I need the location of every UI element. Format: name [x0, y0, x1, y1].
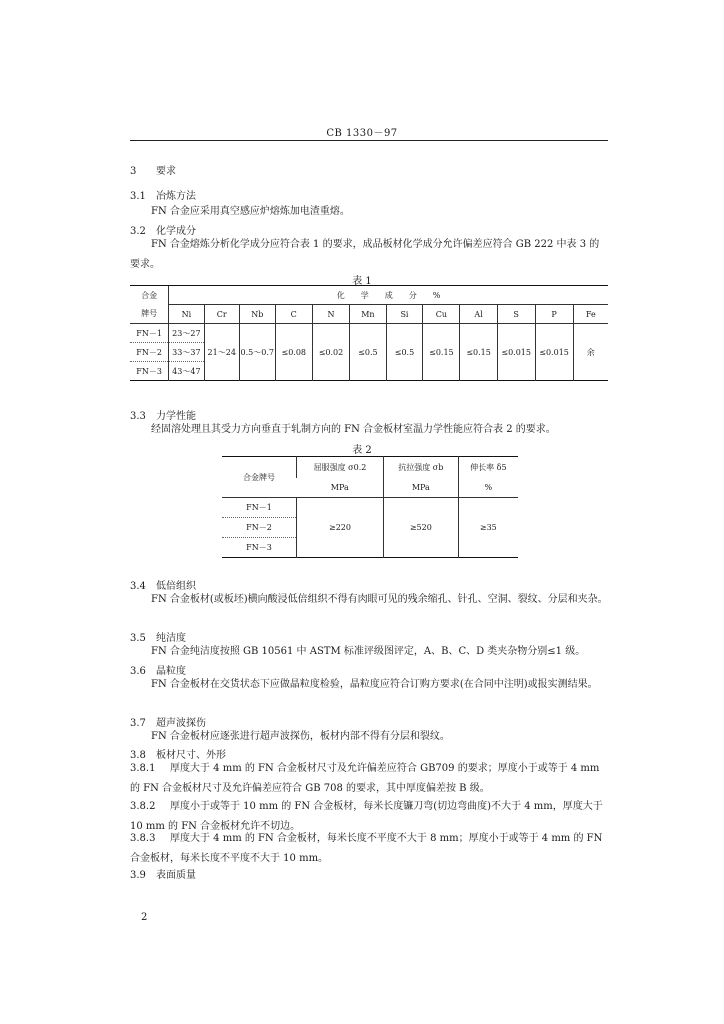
t2-tensile-unit: MPa: [383, 478, 458, 497]
section-title: 要求: [156, 166, 176, 177]
section-title: 板材尺寸、外形: [156, 750, 226, 761]
t1-ni-fn3: 43～47: [169, 362, 204, 381]
t1-p: ≤0.015: [535, 324, 573, 381]
t2-grade-fn1: FN－1: [246, 503, 272, 512]
table1-caption: 表 1: [352, 276, 372, 287]
section-number: 3.8.1: [130, 763, 156, 774]
t2-elong-unit: %: [458, 478, 518, 497]
section-title: 超声波探伤: [156, 718, 206, 729]
table2-caption: 表 2: [352, 445, 372, 456]
t2-grade-fn2: FN－2: [246, 523, 272, 532]
section-number: 3.6: [130, 666, 146, 677]
section-3-6-text: FN 合金板材在交货状态下应做晶粒度检验，晶粒度应符合订购方要求(在合同中注明)或报实测结果。: [151, 679, 598, 690]
t1-col-cr: Cr: [204, 305, 239, 324]
t1-si: ≤0.5: [386, 324, 423, 381]
section-number: 3: [130, 166, 137, 177]
section-number: 3.1: [130, 191, 146, 202]
t1-col-nb: Nb: [239, 305, 275, 324]
section-3-5-text: FN 合金纯洁度按照 GB 10561 中 ASTM 标准评级图评定，A、B、C、D 类夹杂物分别≤1 级。: [151, 646, 586, 657]
t1-col-n: N: [312, 305, 349, 324]
t1-grade-fn3: FN－3: [136, 366, 162, 376]
t1-s: ≤0.015: [497, 324, 535, 381]
page-header: CB 1330－97: [326, 128, 398, 139]
section-title: 冶炼方法: [156, 191, 196, 202]
t2-elong-header: 伸长率 δ5: [458, 457, 518, 479]
section-text: 厚度大于 4 mm 的 FN 合金板材，每米长度不平度不大于 8 mm；厚度小于或等于 4 mm 的 FN 合金板材，每米长度不平度不大于 10 mm。: [130, 833, 603, 864]
section-number: 3.9: [130, 870, 146, 881]
t1-nb: 0.5～0.7: [239, 324, 275, 381]
section-3-9: [130, 866, 196, 881]
section-number: 3.5: [130, 633, 146, 644]
table2: [222, 456, 518, 558]
section-3: [130, 162, 176, 177]
section-title: 表面质量: [156, 870, 196, 881]
section-text: 厚度小于或等于 10 mm 的 FN 合金板材，每米长度镰刀弯(切边弯曲度)不大于 4 mm，厚度大于 10 mm 的 FN 合金板材允许不切边。: [130, 801, 603, 832]
section-3-3-text: 经固溶处理且其受力方向垂直于轧制方向的 FN 合金板材室温力学性能应符合表 2 的要求。: [151, 424, 556, 435]
section-title: 化学成分: [156, 226, 196, 237]
t2-grade-header: 合金牌号: [243, 472, 275, 482]
t2-tensile: ≥520: [383, 498, 458, 558]
t1-ni-fn2: 33～37: [169, 343, 204, 362]
section-number: 3.8.2: [130, 801, 156, 812]
section-number: 3.8: [130, 750, 146, 761]
t1-cu: ≤0.15: [423, 324, 460, 381]
t2-yield-unit: MPa: [330, 483, 349, 493]
t1-col-si: Si: [386, 305, 423, 324]
page-number: 2: [141, 912, 148, 923]
section-number: 3.4: [130, 581, 146, 592]
section-number: 3.2: [130, 226, 146, 237]
t1-mn: ≤0.5: [350, 324, 387, 381]
table1: [130, 285, 608, 381]
t1-grade-fn2: FN－2: [136, 347, 162, 357]
section-3-8-1: [130, 759, 608, 799]
section-text: 厚度大于 4 mm 的 FN 合金板材尺寸及允许偏差应符合 GB709 的要求；厚度小于或等于 4 mm 的 FN 合金板材尺寸及允许偏差应符合 GB 708 的要求，其中厚度偏差按 B 级。: [130, 763, 600, 794]
section-3-2-text: FN 合金熔炼分析化学成分应符合表 1 的要求，成品板材化学成分允许偏差应符合 GB 222 中表 3 的要求。: [130, 239, 600, 270]
section-title: 纯洁度: [156, 633, 186, 644]
t2-yield: ≥220: [297, 498, 384, 558]
t1-n: ≤0.02: [312, 324, 349, 381]
t1-ni-fn1: 23～27: [169, 324, 204, 343]
t1-col-mn: Mn: [350, 305, 387, 324]
header-rule: [130, 140, 608, 141]
t1-col-ni: Ni: [169, 305, 204, 324]
t1-grade-header: 合金: [130, 286, 169, 305]
t1-c: ≤0.08: [275, 324, 312, 381]
t1-al: ≤0.15: [460, 324, 497, 381]
t1-cr: 21～24: [204, 324, 239, 381]
t1-grade-header-2: 牌号: [141, 309, 158, 319]
section-number: 3.8.3: [130, 833, 156, 844]
t1-col-c: C: [275, 305, 312, 324]
t2-grade-fn3: FN－3: [246, 543, 272, 552]
section-number: 3.3: [130, 411, 146, 422]
section-3-8-3: [130, 829, 608, 869]
section-number: 3.7: [130, 718, 146, 729]
t1-grade-fn1: FN－1: [136, 328, 162, 338]
section-title: 低倍组织: [156, 581, 196, 592]
section-3-1: [130, 187, 196, 202]
t1-col-p: P: [535, 305, 573, 324]
t2-tensile-header: 抗拉强度 σb: [383, 457, 458, 479]
t2-elong: ≥35: [458, 498, 518, 558]
section-3-7-text: FN 合金板材应逐张进行超声波探伤，板材内部不得有分层和裂纹。: [151, 731, 450, 742]
t1-fe: 余: [573, 324, 608, 381]
section-3-1-text: FN 合金应采用真空感应炉熔炼加电渣重熔。: [151, 206, 350, 217]
t1-composition-header: 化 学 成 分 %: [169, 286, 608, 305]
section-title: 力学性能: [156, 411, 196, 422]
section-title: 晶粒度: [156, 666, 186, 677]
section-3-4-text: FN 合金板材(或板坯)横向酸浸低倍组织不得有肉眼可见的残余缩孔、针孔、空洞、裂纹、分层和夹杂。: [151, 594, 608, 605]
t1-col-s: S: [497, 305, 535, 324]
t1-col-al: Al: [460, 305, 497, 324]
t1-col-cu: Cu: [423, 305, 460, 324]
t2-yield-header: 屈服强度 σ0.2: [297, 457, 384, 479]
t1-col-fe: Fe: [573, 305, 608, 324]
